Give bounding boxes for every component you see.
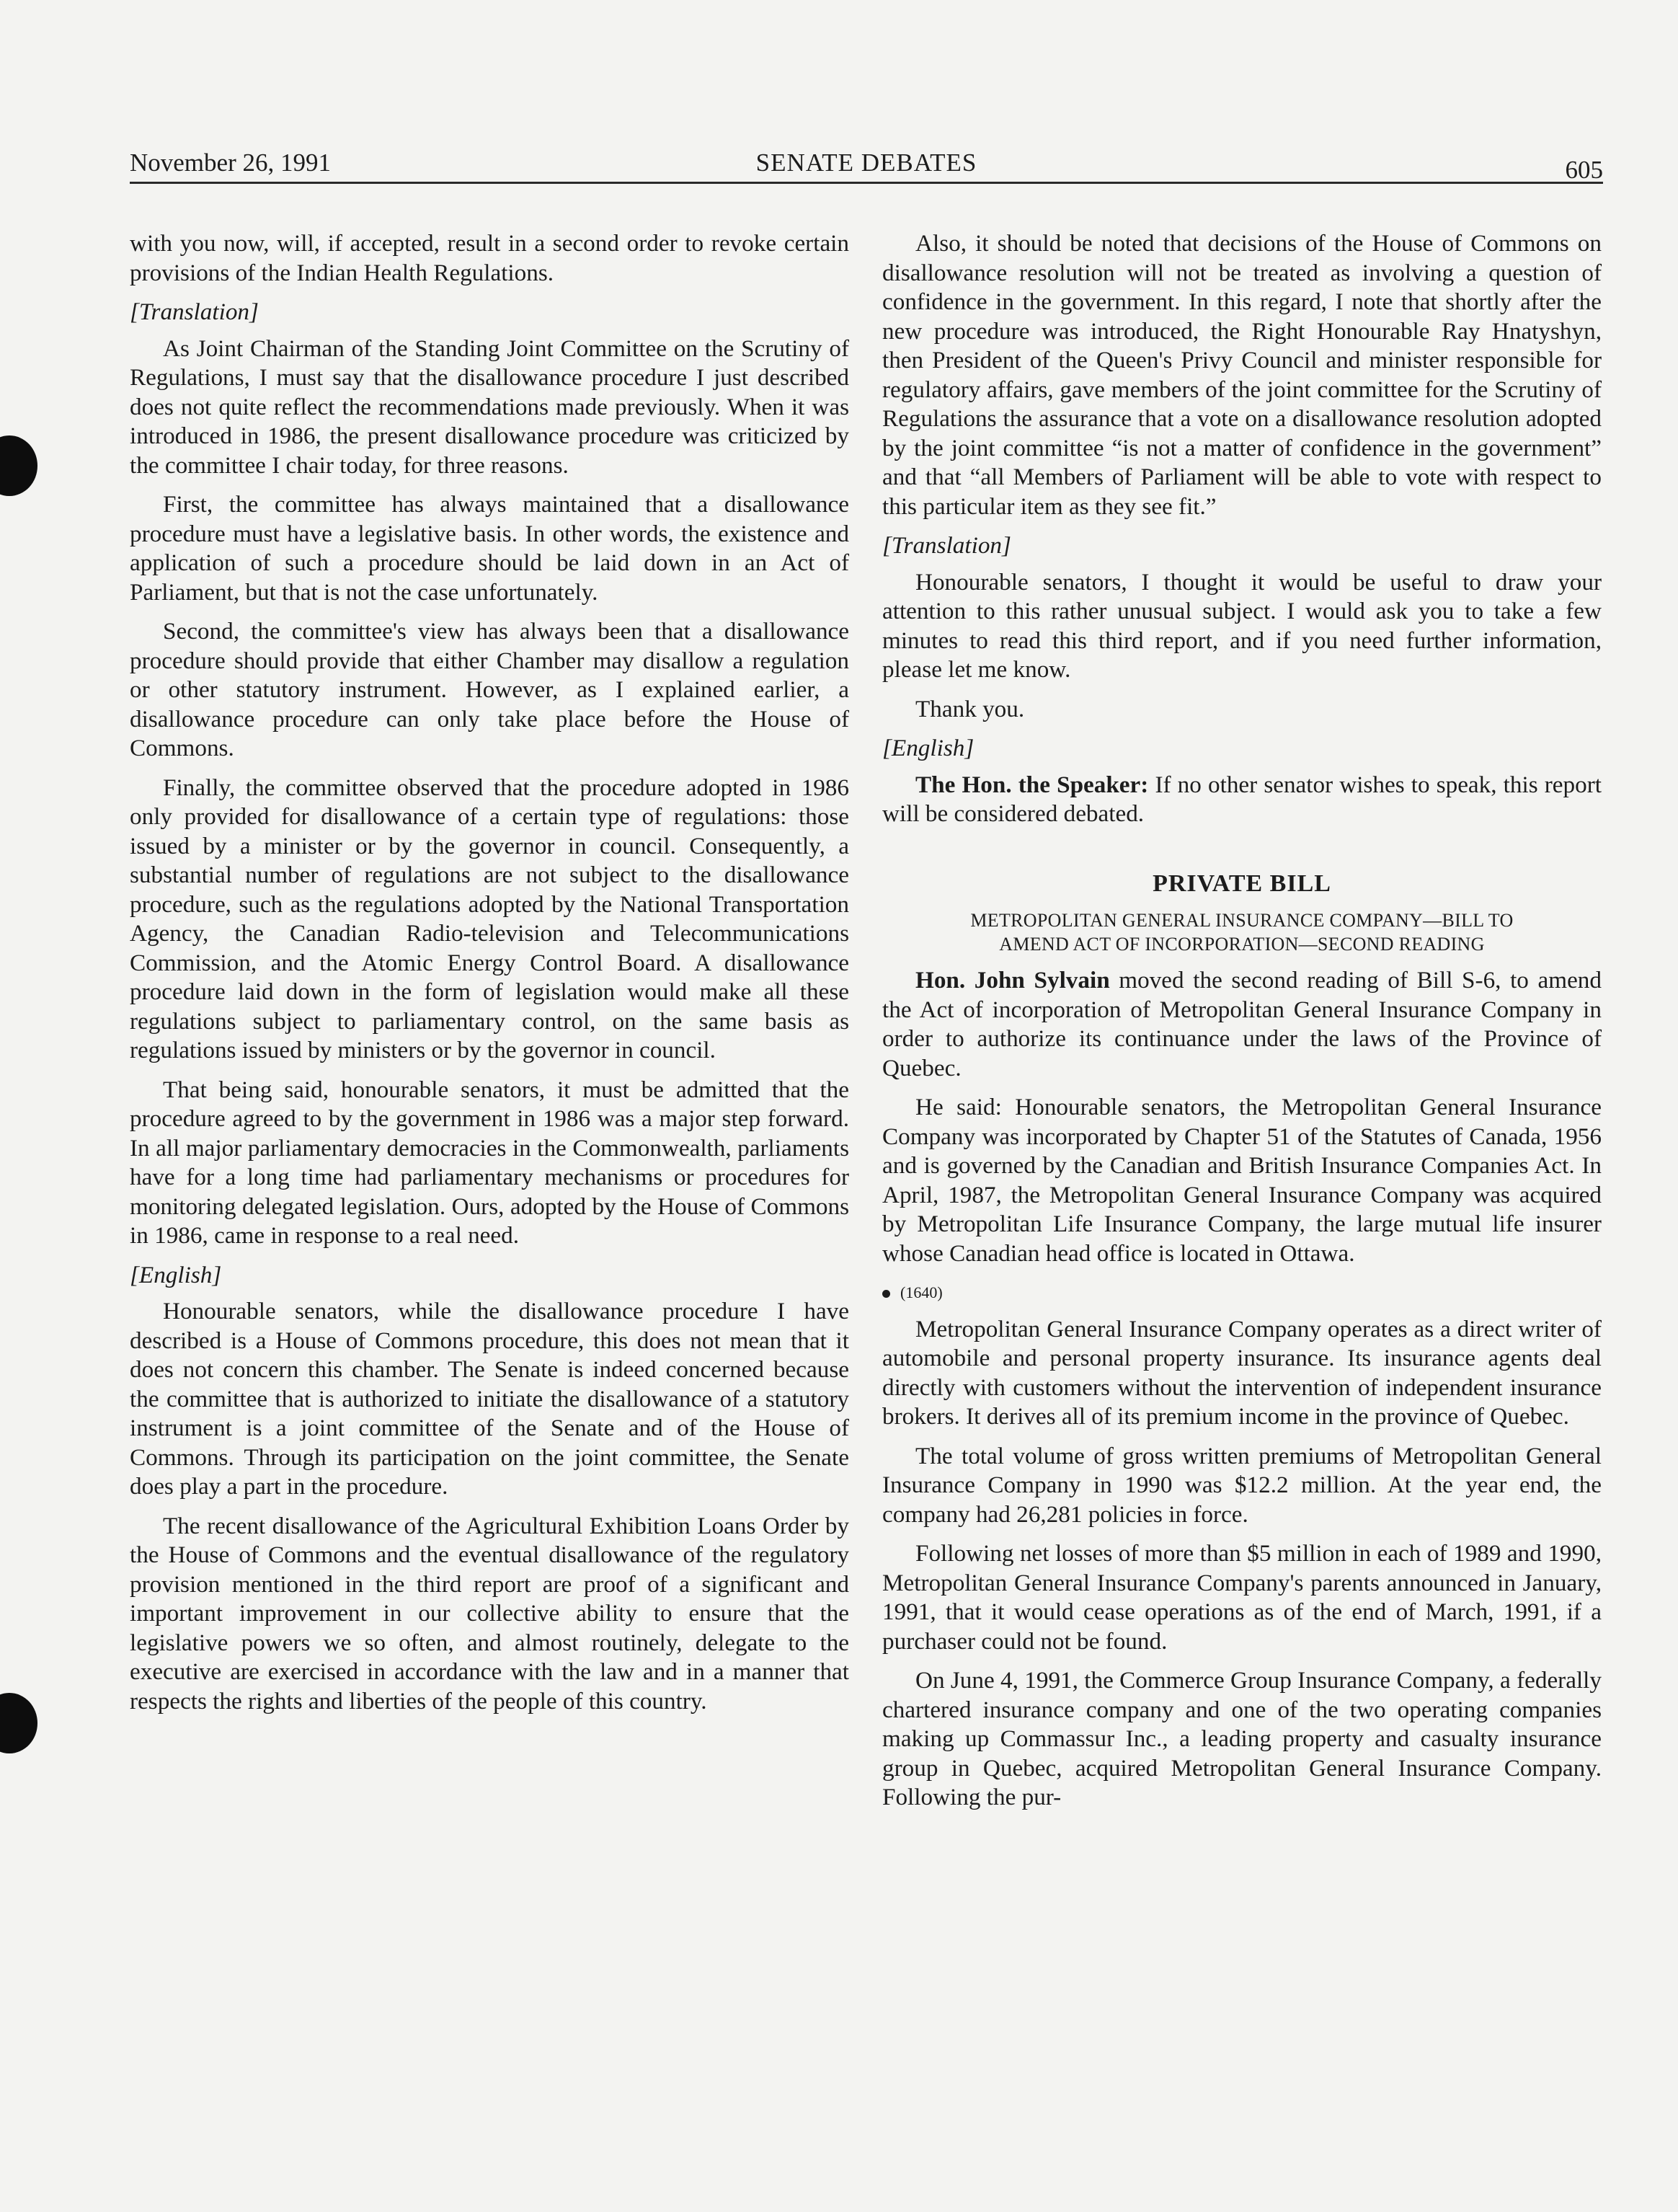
right-paragraph-6: He said: Honourable senators, the Metropolitan General Insurance Company was incorporated by Chapter 51 of the Statutes of Canada, 1956 and is governed by the Canadian and British Insurance Companies Act. In April, 1987, the Metropolitan General Insurance Company was acquired by Metropolitan Life Insurance Company, the large mutual life insurer whose Canadian head office is located in Ottawa.: [882, 1094, 1602, 1267]
binder-hole-top: [0, 435, 37, 496]
left-column: [130, 229, 849, 1726]
speaker-text: If no other senator wishes to speak, this report will be considered debated.: [882, 771, 1602, 827]
right-paragraph-1: Also, it should be noted that decisions of the House of Commons on disallowance resolution will not be treated as involving a question of confidence in the government. In this regard, I note that shortly after the new procedure was introduced, the Right Honourable Ray Hnatyshyn, then President of the Queen's Privy Council and minister responsible for regulatory affairs, gave members of the joint committee for the Scrutiny of Regulations the assurance that a vote on a disallowance resolution adopted by the joint committee “is not a matter of confidence in the government” and that “all Members of Parliament will be able to vote with respect to this particular item as they see fit.”: [882, 230, 1602, 520]
right-paragraph-2: Honourable senators, I thought it would be useful to draw your attention to this rather unusual subject. I would ask you to take a few minutes to read this third report, and if you need further information, please let me know.: [882, 568, 1602, 683]
speaker-paragraph: [882, 771, 1602, 829]
bill-subheading: [882, 908, 1602, 956]
left-paragraph-1: with you now, will, if accepted, result in a second order to revoke certain provisions of the Indian Health Regulations.: [130, 230, 849, 286]
left-paragraph-2: As Joint Chairman of the Standing Joint Committee on the Scrutiny of Regulations, I must say that the disallowance procedure I just described does not quite reflect the recommendations made previously. When it was introduced in 1986, the present disallowance procedure was criticized by the committee I chair today, for three reasons.: [130, 335, 849, 479]
bill-subheading-line-1: METROPOLITAN GENERAL INSURANCE COMPANY—BILL TO: [970, 910, 1514, 931]
time-marker-text: (1640): [900, 1283, 943, 1301]
left-paragraph-5: Finally, the committee observed that the procedure adopted in 1986 only provided for disallowance of a certain type of regulations: those issued by a minister or by the governor in council. Consequently, a substantial number of regulations are not subject to the disallowance procedure, such as the regulations adopted by the National Transportation Agency, the Canadian Radio-television and Telecommunications Commission, and the Atomic Energy Control Board. A disallowance procedure laid down in the form of legislation would make all these regulations subject to parliamentary control, on the same basis as regulations issued by ministers or by the governor in council.: [130, 774, 849, 1063]
header-date: November 26, 1991: [130, 149, 331, 177]
time-marker: [882, 1278, 1602, 1308]
right-paragraph-thanks: Thank you.: [915, 695, 1025, 722]
right-column: [882, 229, 1602, 1823]
binder-hole-bottom: [0, 1693, 37, 1753]
left-paragraph-6: That being said, honourable senators, it must be admitted that the procedure agreed to by the government in 1986 was a major step forward. In all major parliamentary democracies in the Commonwealth, parliaments have for a long time had parliamentary mechanisms or procedures for monitoring delegated legislation. Ours, adopted by the House of Commons in 1986, came in response to a real need.: [130, 1076, 849, 1249]
motion-speaker-name: Hon. John Sylvain: [915, 967, 1110, 994]
right-paragraph-7: Metropolitan General Insurance Company operates as a direct writer of automobile and personal property insurance. Its insurance agents deal directly with customers without the intervention of independent insurance brokers. It derives all of its premium income in the province of Quebec.: [882, 1315, 1602, 1430]
left-paragraph-8: The recent disallowance of the Agricultural Exhibition Loans Order by the House of Commons and the eventual disallowance of the regulatory provision mentioned in the third report are proof of a significant and important improvement in our collective ability to ensure that the legislative powers we so often, and almost routinely, delegate to the executive are exercised in accordance with the law and in a manner that respects the rights and liberties of the people of this country.: [130, 1512, 849, 1715]
speaker-name: The Hon. the Speaker:: [915, 771, 1149, 798]
left-language-tag-english: [English]: [130, 1261, 222, 1288]
page-number: 605: [1565, 156, 1603, 184]
left-paragraph-3: First, the committee has always maintained that a disallowance procedure must have a legislative basis. In other words, the existence and application of such a procedure should be laid down in an Act of Parliament, but that is not the case unfortunately.: [130, 491, 849, 606]
right-language-tag-english: [English]: [882, 735, 975, 761]
left-language-tag-translation: [Translation]: [130, 298, 259, 325]
left-paragraph-4: Second, the committee's view has always been that a disallowance procedure should provide that either Chamber may disallow a regulation or other statutory instrument. However, as I explained earlier, a disallowance procedure can only take place before the House of Commons.: [130, 618, 849, 761]
page-header: [130, 141, 1603, 184]
motion-paragraph: [882, 966, 1602, 1083]
right-paragraph-9: Following net losses of more than $5 million in each of 1989 and 1990, Metropolitan General Insurance Company's parents announced in January, 1991, that it would cease operations as of the end of March, 1991, if a purchaser could not be found.: [882, 1540, 1602, 1655]
left-paragraph-7: Honourable senators, while the disallowance procedure I have described is a House of Commons procedure, this does not mean that it does not concern this chamber. The Senate is indeed concerned because the committee that is authorized to initiate the disallowance of a statutory instrument is a joint committee of the Senate and of the House of Commons. Through its participation on the joint committee, the Senate does play a part in the procedure.: [130, 1298, 849, 1500]
right-paragraph-10: On June 4, 1991, the Commerce Group Insurance Company, a federally chartered insurance company and one of the two operating companies making up Commassur Inc., a leading property and casualty insurance group in Quebec, acquired Metropolitan General Insurance Company. Following the pur-: [882, 1667, 1602, 1810]
right-language-tag-translation: [Translation]: [882, 532, 1011, 559]
bill-subheading-line-2: AMEND ACT OF INCORPORATION—SECOND READING: [999, 934, 1485, 955]
section-title: PRIVATE BILL: [1153, 870, 1331, 897]
header-title: SENATE DEBATES: [755, 149, 977, 177]
right-paragraph-8: The total volume of gross written premiums of Metropolitan General Insurance Company in 1990 was $12.2 million. At the year end, the company had 26,281 policies in force.: [882, 1442, 1602, 1528]
motion-text: moved the second reading of Bill S-6, to amend the Act of incorporation of Metropolitan General Insurance Company in order to authorize its continuance under the laws of the Province of Quebec.: [882, 967, 1602, 1081]
bullet-icon: [882, 1290, 890, 1298]
